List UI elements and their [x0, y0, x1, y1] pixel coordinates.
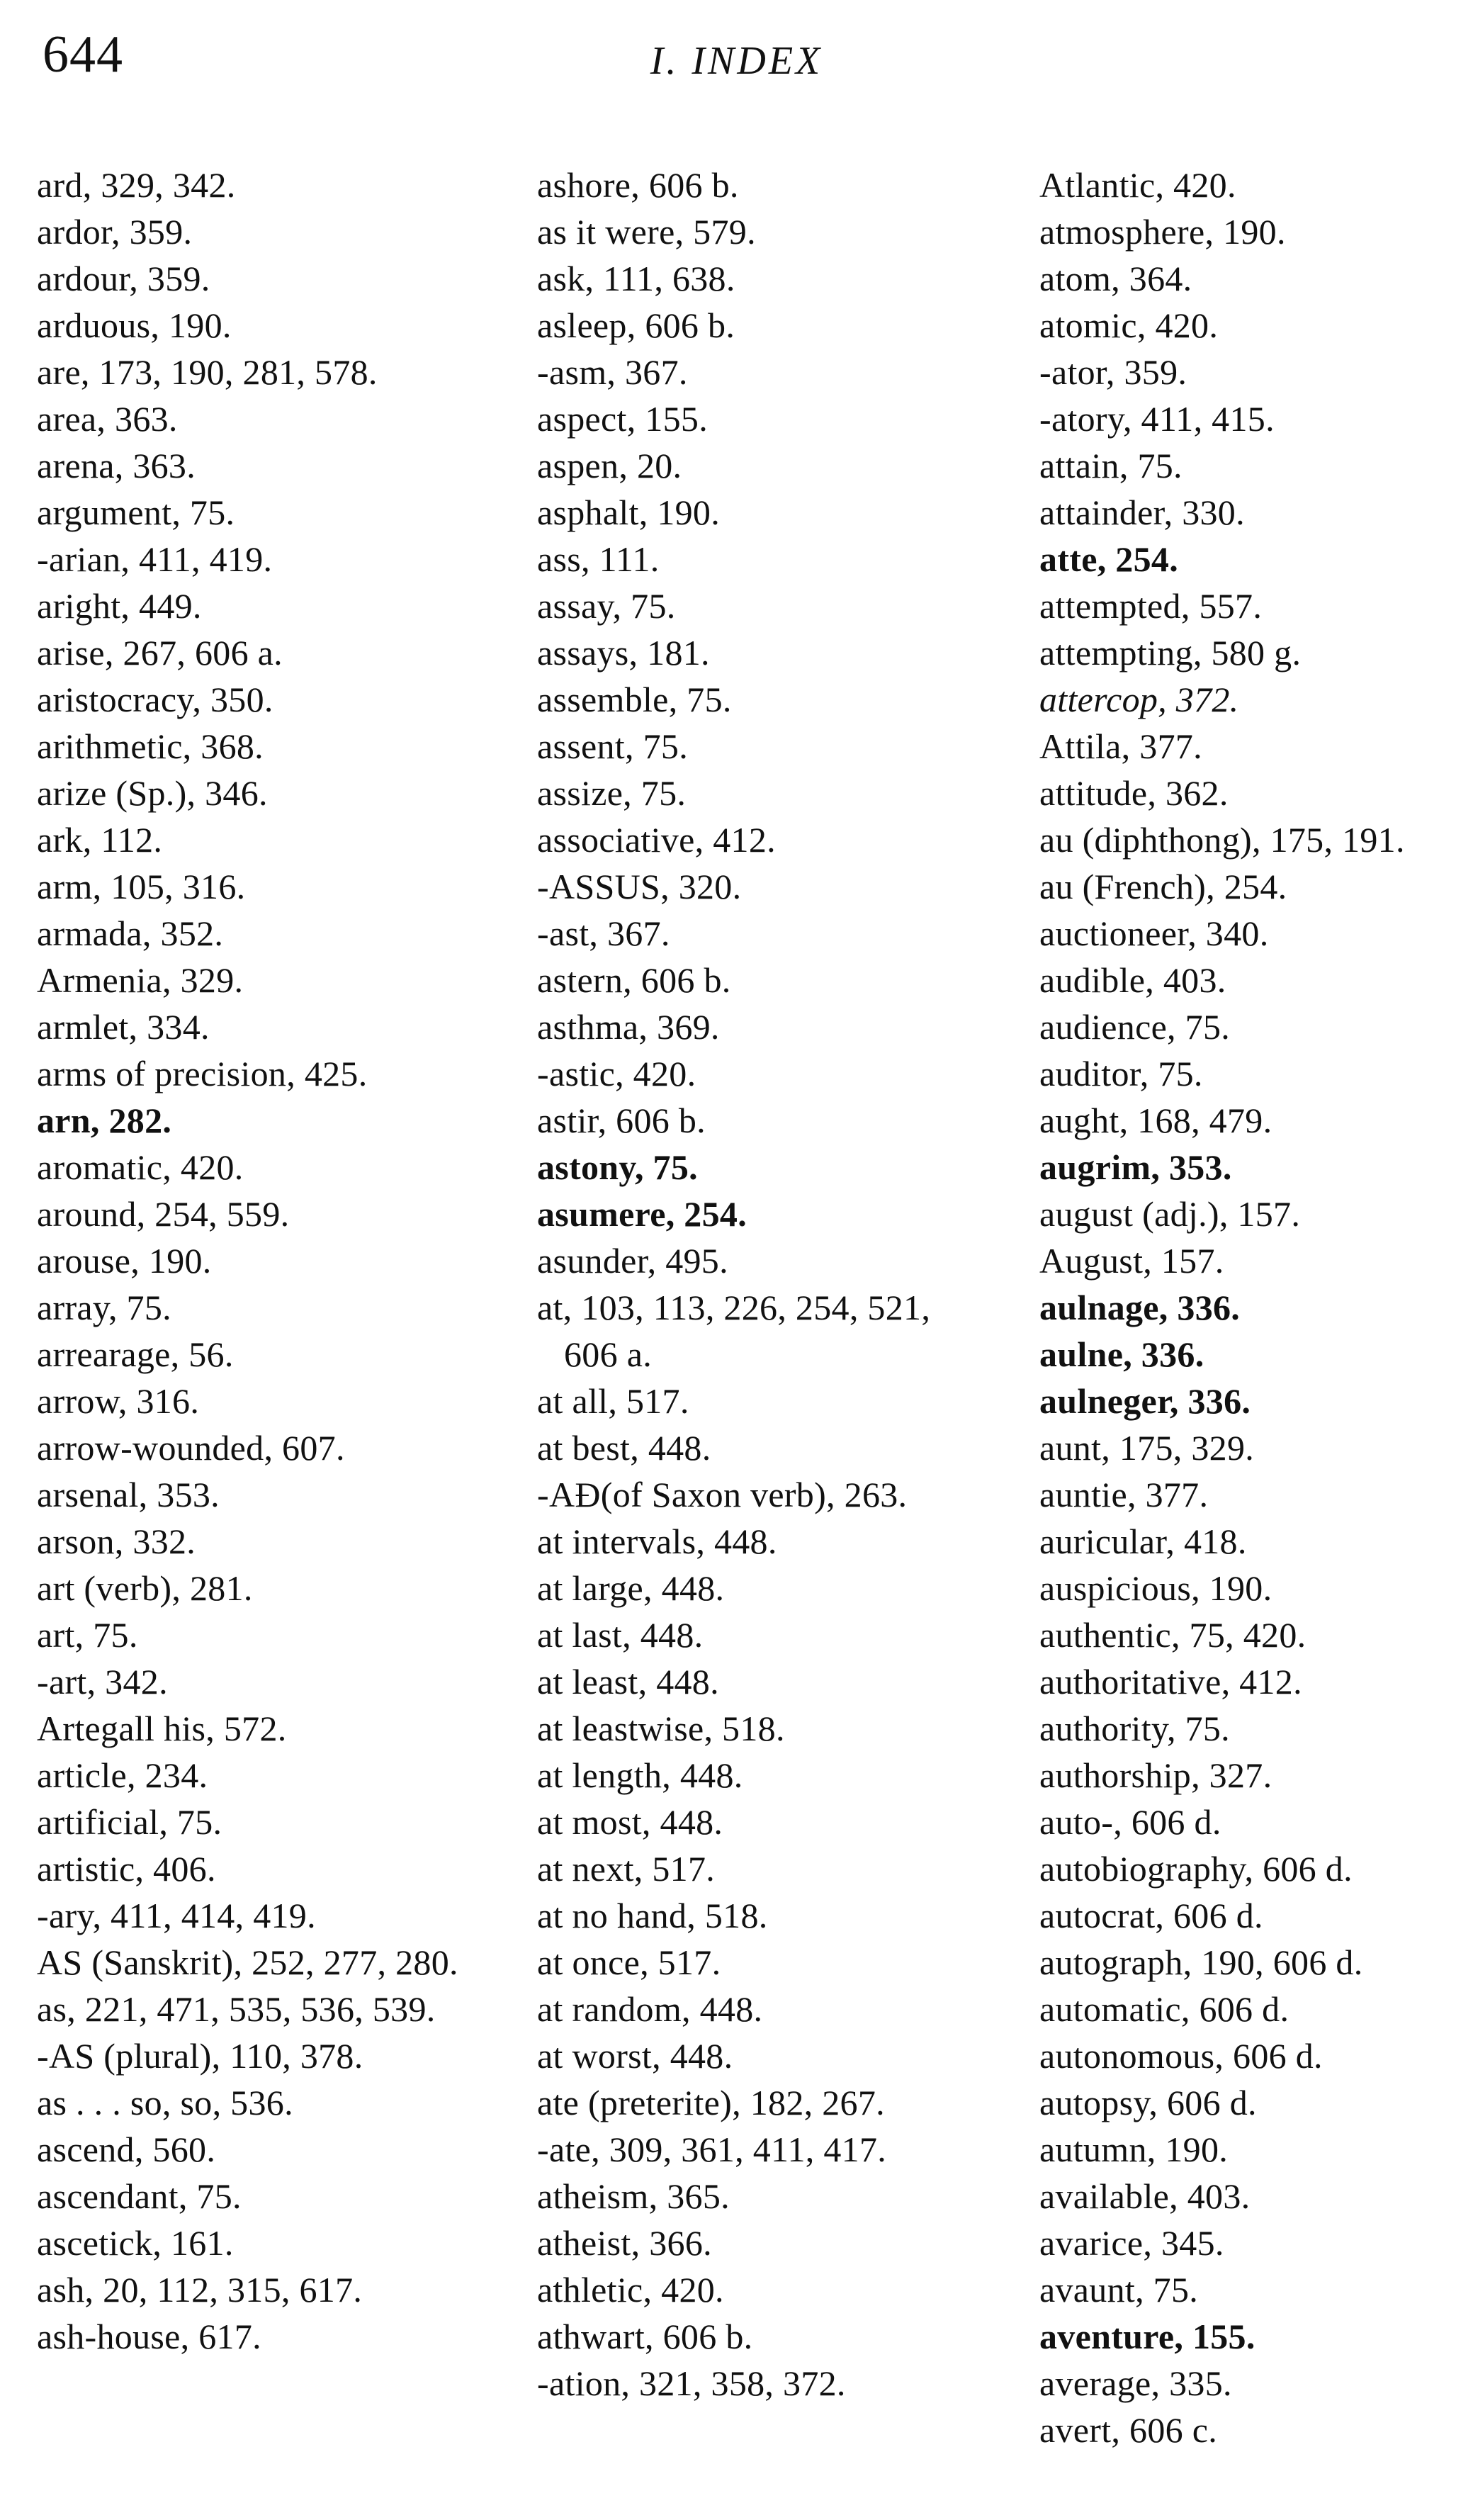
index-entry: -ast, 367. [537, 913, 670, 953]
index-entry: avarice, 345. [1039, 2223, 1224, 2263]
index-entry: artificial, 75. [37, 1802, 222, 1842]
index-entry: area, 363. [37, 399, 178, 439]
index-entry: asphalt, 190. [537, 493, 721, 532]
index-entry: aunt, 175, 329. [1039, 1428, 1255, 1468]
index-entry: -arian, 411, 419. [37, 539, 273, 579]
index-entry: arize (Sp.), 346. [37, 773, 268, 813]
index-entry: at large, 448. [537, 1568, 725, 1608]
index-entry: arm, 105, 316. [37, 867, 246, 906]
index-entry: ashore, 606 b. [537, 165, 739, 205]
index-entry: asleep, 606 b. [537, 305, 735, 345]
index-entry: astir, 606 b. [537, 1101, 706, 1140]
index-entry: attempting, 580 g. [1039, 633, 1302, 673]
index-entry: ark, 112. [37, 820, 163, 860]
page-number: 644 [43, 26, 123, 84]
index-entry: auctioneer, 340. [1039, 913, 1269, 953]
index-entry: avaunt, 75. [1039, 2270, 1199, 2310]
index-entry: audible, 403. [1039, 960, 1226, 1000]
index-entry: atom, 364. [1039, 259, 1192, 298]
index-entry: avert, 606 c. [1039, 2410, 1218, 2450]
index-entry: au (diphthong), 175, 191. [1039, 820, 1405, 860]
index-entry: atomic, 420. [1039, 305, 1219, 345]
index-entry: au (French), 254. [1039, 867, 1287, 906]
index-entry: aspect, 155. [537, 399, 709, 439]
index-entry: Atlantic, 420. [1039, 165, 1236, 205]
index-entry: average, 335. [1039, 2363, 1232, 2403]
index-entry: at worst, 448. [537, 2036, 733, 2076]
index-entry: atmosphere, 190. [1039, 212, 1286, 252]
index-entry: -AÐ(of Saxon verb), 263. [537, 1475, 908, 1514]
index-entry: arithmetic, 368. [37, 726, 264, 766]
index-entry: art (verb), 281. [37, 1568, 253, 1608]
index-entry: at once, 517. [537, 1942, 721, 1982]
index-entry: arena, 363. [37, 446, 196, 485]
index-entry: at last, 448. [537, 1615, 704, 1655]
index-entry: -AS (plural), 110, 378. [37, 2036, 363, 2076]
index-entry: autopsy, 606 d. [1039, 2083, 1257, 2122]
index-entry: at length, 448. [537, 1755, 743, 1795]
index-entry: assay, 75. [537, 586, 676, 626]
index-entry: ascend, 560. [37, 2130, 216, 2169]
index-entry: Artegall his, 572. [37, 1709, 287, 1748]
index-entry: at intervals, 448. [537, 1521, 777, 1561]
index-entry: -ASSUS, 320. [537, 867, 742, 906]
index-entry: august (adj.), 157. [1039, 1194, 1301, 1234]
index-entry: autumn, 190. [1039, 2130, 1229, 2169]
index-entry: auntie, 377. [1039, 1475, 1209, 1514]
index-entry: audience, 75. [1039, 1007, 1231, 1047]
index-entry: atheist, 366. [537, 2223, 712, 2263]
index-entry: available, 403. [1039, 2176, 1251, 2216]
index-entry: assemble, 75. [537, 680, 732, 719]
index-entry: ash-house, 617. [37, 2317, 261, 2356]
index-entry: aulnage, 336. [1039, 1288, 1241, 1327]
index-entry: arouse, 190. [37, 1241, 212, 1281]
running-title: I. INDEX [650, 39, 823, 83]
index-entry: ass, 111. [537, 539, 660, 579]
index-entry: -asm, 367. [537, 352, 688, 392]
index-entry: assent, 75. [537, 726, 688, 766]
index-entry: aught, 168, 479. [1039, 1101, 1272, 1140]
index-entry: athwart, 606 b. [537, 2317, 753, 2356]
index-entry: associative, 412. [537, 820, 776, 860]
index-entry: authoritative, 412. [1039, 1662, 1302, 1701]
index-entry: -ate, 309, 361, 411, 417. [537, 2130, 887, 2169]
index-entry: -ator, 359. [1039, 352, 1187, 392]
index-entry: astern, 606 b. [537, 960, 731, 1000]
index-entry: atheism, 365. [537, 2176, 730, 2216]
index-entry: assays, 181. [537, 633, 710, 673]
index-entry: as, 221, 471, 535, 536, 539. [37, 1989, 436, 2029]
index-entry: authentic, 75, 420. [1039, 1615, 1306, 1655]
index-entry: artistic, 406. [37, 1849, 216, 1889]
index-column-3 [1039, 162, 1464, 2453]
index-entry: aristocracy, 350. [37, 680, 273, 719]
index-entry: as it were, 579. [537, 212, 756, 252]
index-entry: arise, 267, 606 a. [37, 633, 283, 673]
index-entry: arms of precision, 425. [37, 1054, 368, 1093]
index-entry: autograph, 190, 606 d. [1039, 1942, 1363, 1982]
index-entry: at best, 448. [537, 1428, 711, 1468]
index-entry: attercop, 372. [1039, 680, 1239, 719]
index-entry: argument, 75. [37, 493, 235, 532]
index-entry: authority, 75. [1039, 1709, 1230, 1748]
index-entry: aventure, 155. [1039, 2317, 1255, 2356]
index-entry: are, 173, 190, 281, 578. [37, 352, 378, 392]
index-entry: athletic, 420. [537, 2270, 724, 2310]
index-entry: arrow, 316. [37, 1381, 200, 1421]
index-entry: array, 75. [37, 1288, 171, 1327]
index-column-1 [37, 162, 490, 2360]
index-entry: -ary, 411, 414, 419. [37, 1896, 316, 1935]
index-entry: arrearage, 56. [37, 1334, 234, 1374]
index-entry: autobiography, 606 d. [1039, 1849, 1353, 1889]
index-entry: -art, 342. [37, 1662, 168, 1701]
index-entry: at, 103, 113, 226, 254, 521, 606 a. [537, 1288, 931, 1374]
index-entry: attain, 75. [1039, 446, 1183, 485]
index-entry: astony, 75. [537, 1147, 698, 1187]
index-entry: ask, 111, 638. [537, 259, 735, 298]
index-entry: auricular, 418. [1039, 1521, 1247, 1561]
index-entry: authorship, 327. [1039, 1755, 1272, 1795]
index-entry: arn, 282. [37, 1101, 172, 1140]
index-entry: aromatic, 420. [37, 1147, 244, 1187]
index-entry: as . . . so, so, 536. [37, 2083, 293, 2122]
index-entry: ardor, 359. [37, 212, 193, 252]
index-entry: at leastwise, 518. [537, 1709, 785, 1748]
index-entry: atte, 254. [1039, 539, 1178, 579]
index-entry: augrim, 353. [1039, 1147, 1232, 1187]
index-entry: asunder, 495. [537, 1241, 728, 1281]
index-entry: August, 157. [1039, 1241, 1224, 1281]
index-entry: automatic, 606 d. [1039, 1989, 1289, 2029]
index-entry: aulne, 336. [1039, 1334, 1204, 1374]
index-entry: autocrat, 606 d. [1039, 1896, 1263, 1935]
index-entry: -ation, 321, 358, 372. [537, 2363, 846, 2403]
index-entry: at no hand, 518. [537, 1896, 768, 1935]
index-entry: at all, 517. [537, 1381, 689, 1421]
index-entry: aright, 449. [37, 586, 202, 626]
index-entry: -atory, 411, 415. [1039, 399, 1275, 439]
index-entry: autonomous, 606 d. [1039, 2036, 1323, 2076]
index-entry: -astic, 420. [537, 1054, 696, 1093]
index-entry: around, 254, 559. [37, 1194, 290, 1234]
index-entry: aspen, 20. [537, 446, 682, 485]
index-entry: auspicious, 190. [1039, 1568, 1272, 1608]
index-entry: ate (preterite), 182, 267. [537, 2083, 885, 2122]
index-entry: Attila, 377. [1039, 726, 1202, 766]
index-entry: attempted, 557. [1039, 586, 1263, 626]
index-entry: asthma, 369. [537, 1007, 720, 1047]
index-entry: ash, 20, 112, 315, 617. [37, 2270, 363, 2310]
index-entry: attitude, 362. [1039, 773, 1229, 813]
index-entry: auto-, 606 d. [1039, 1802, 1221, 1842]
index-entry: at least, 448. [537, 1662, 719, 1701]
index-entry: armada, 352. [37, 913, 224, 953]
index-entry: ard, 329, 342. [37, 165, 236, 205]
index-entry: at most, 448. [537, 1802, 723, 1842]
index-entry: art, 75. [37, 1615, 138, 1655]
index-entry: auditor, 75. [1039, 1054, 1203, 1093]
index-entry: AS (Sanskrit), 252, 277, 280. [37, 1942, 458, 1982]
index-entry: attainder, 330. [1039, 493, 1245, 532]
index-entry: article, 234. [37, 1755, 208, 1795]
index-entry: ascendant, 75. [37, 2176, 242, 2216]
index-entry: arsenal, 353. [37, 1475, 220, 1514]
index-entry: at random, 448. [537, 1989, 763, 2029]
index-entry: ardour, 359. [37, 259, 210, 298]
index-entry: arson, 332. [37, 1521, 196, 1561]
index-entry: asumere, 254. [537, 1194, 747, 1234]
index-entry: ascetick, 161. [37, 2223, 234, 2263]
index-entry: at next, 517. [537, 1849, 716, 1889]
index-entry: armlet, 334. [37, 1007, 210, 1047]
index-entry: arrow-wounded, 607. [37, 1428, 345, 1468]
index-entry: Armenia, 329. [37, 960, 244, 1000]
index-entry: arduous, 190. [37, 305, 232, 345]
index-entry: assize, 75. [537, 773, 687, 813]
index-entry: aulneger, 336. [1039, 1381, 1251, 1421]
index-column-2 [537, 162, 991, 2407]
